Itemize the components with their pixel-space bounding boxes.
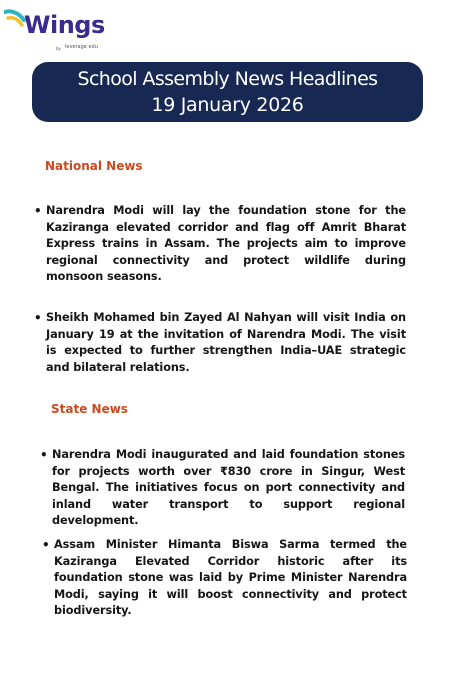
logo-subtitle: leverage edu	[65, 44, 98, 50]
list-item	[34, 203, 406, 286]
page-date: 19 January 2026	[151, 94, 304, 116]
news-text: Narendra Modi inaugurated and laid foundation stones for projects worth over ₹830 crore in Singur, West Bengal. The initiatives focus on port connectivity and inland water transport to support regional development.	[52, 448, 405, 527]
bullet-icon: •	[42, 538, 50, 552]
section-title-national: National News	[45, 159, 143, 173]
bullet-icon: •	[34, 311, 42, 325]
logo-by: by	[56, 46, 61, 51]
logo-wordmark: Wings	[24, 11, 105, 39]
page-title: School Assembly News Headlines	[77, 68, 378, 90]
news-text: Sheikh Mohamed bin Zayed Al Nahyan will visit India on January 19 at the invitation of Narendra Modi. The visit is expected to further strengthen India–UAE strategic and bilateral relations.	[46, 311, 406, 374]
list-item	[34, 310, 406, 376]
bullet-icon: •	[40, 448, 48, 462]
title-banner	[32, 62, 423, 122]
bullet-icon: •	[34, 204, 42, 218]
news-text: Narendra Modi will lay the foundation stone for the Kaziranga elevated corridor and flag off Amrit Bharat Express trains in Assam. The projects aim to improve regional connectivity and protect wildlife during monsoon seasons.	[46, 204, 406, 283]
section-title-state: State News	[51, 402, 128, 416]
list-item	[42, 537, 407, 620]
wings-logo	[4, 6, 124, 56]
list-item	[40, 447, 405, 530]
news-text: Assam Minister Himanta Biswa Sarma termed the Kaziranga Elevated Corridor historic after its foundation stone was laid by Prime Minister Narendra Modi, saying it will boost connectivity and protect biodiversity.	[54, 538, 407, 617]
